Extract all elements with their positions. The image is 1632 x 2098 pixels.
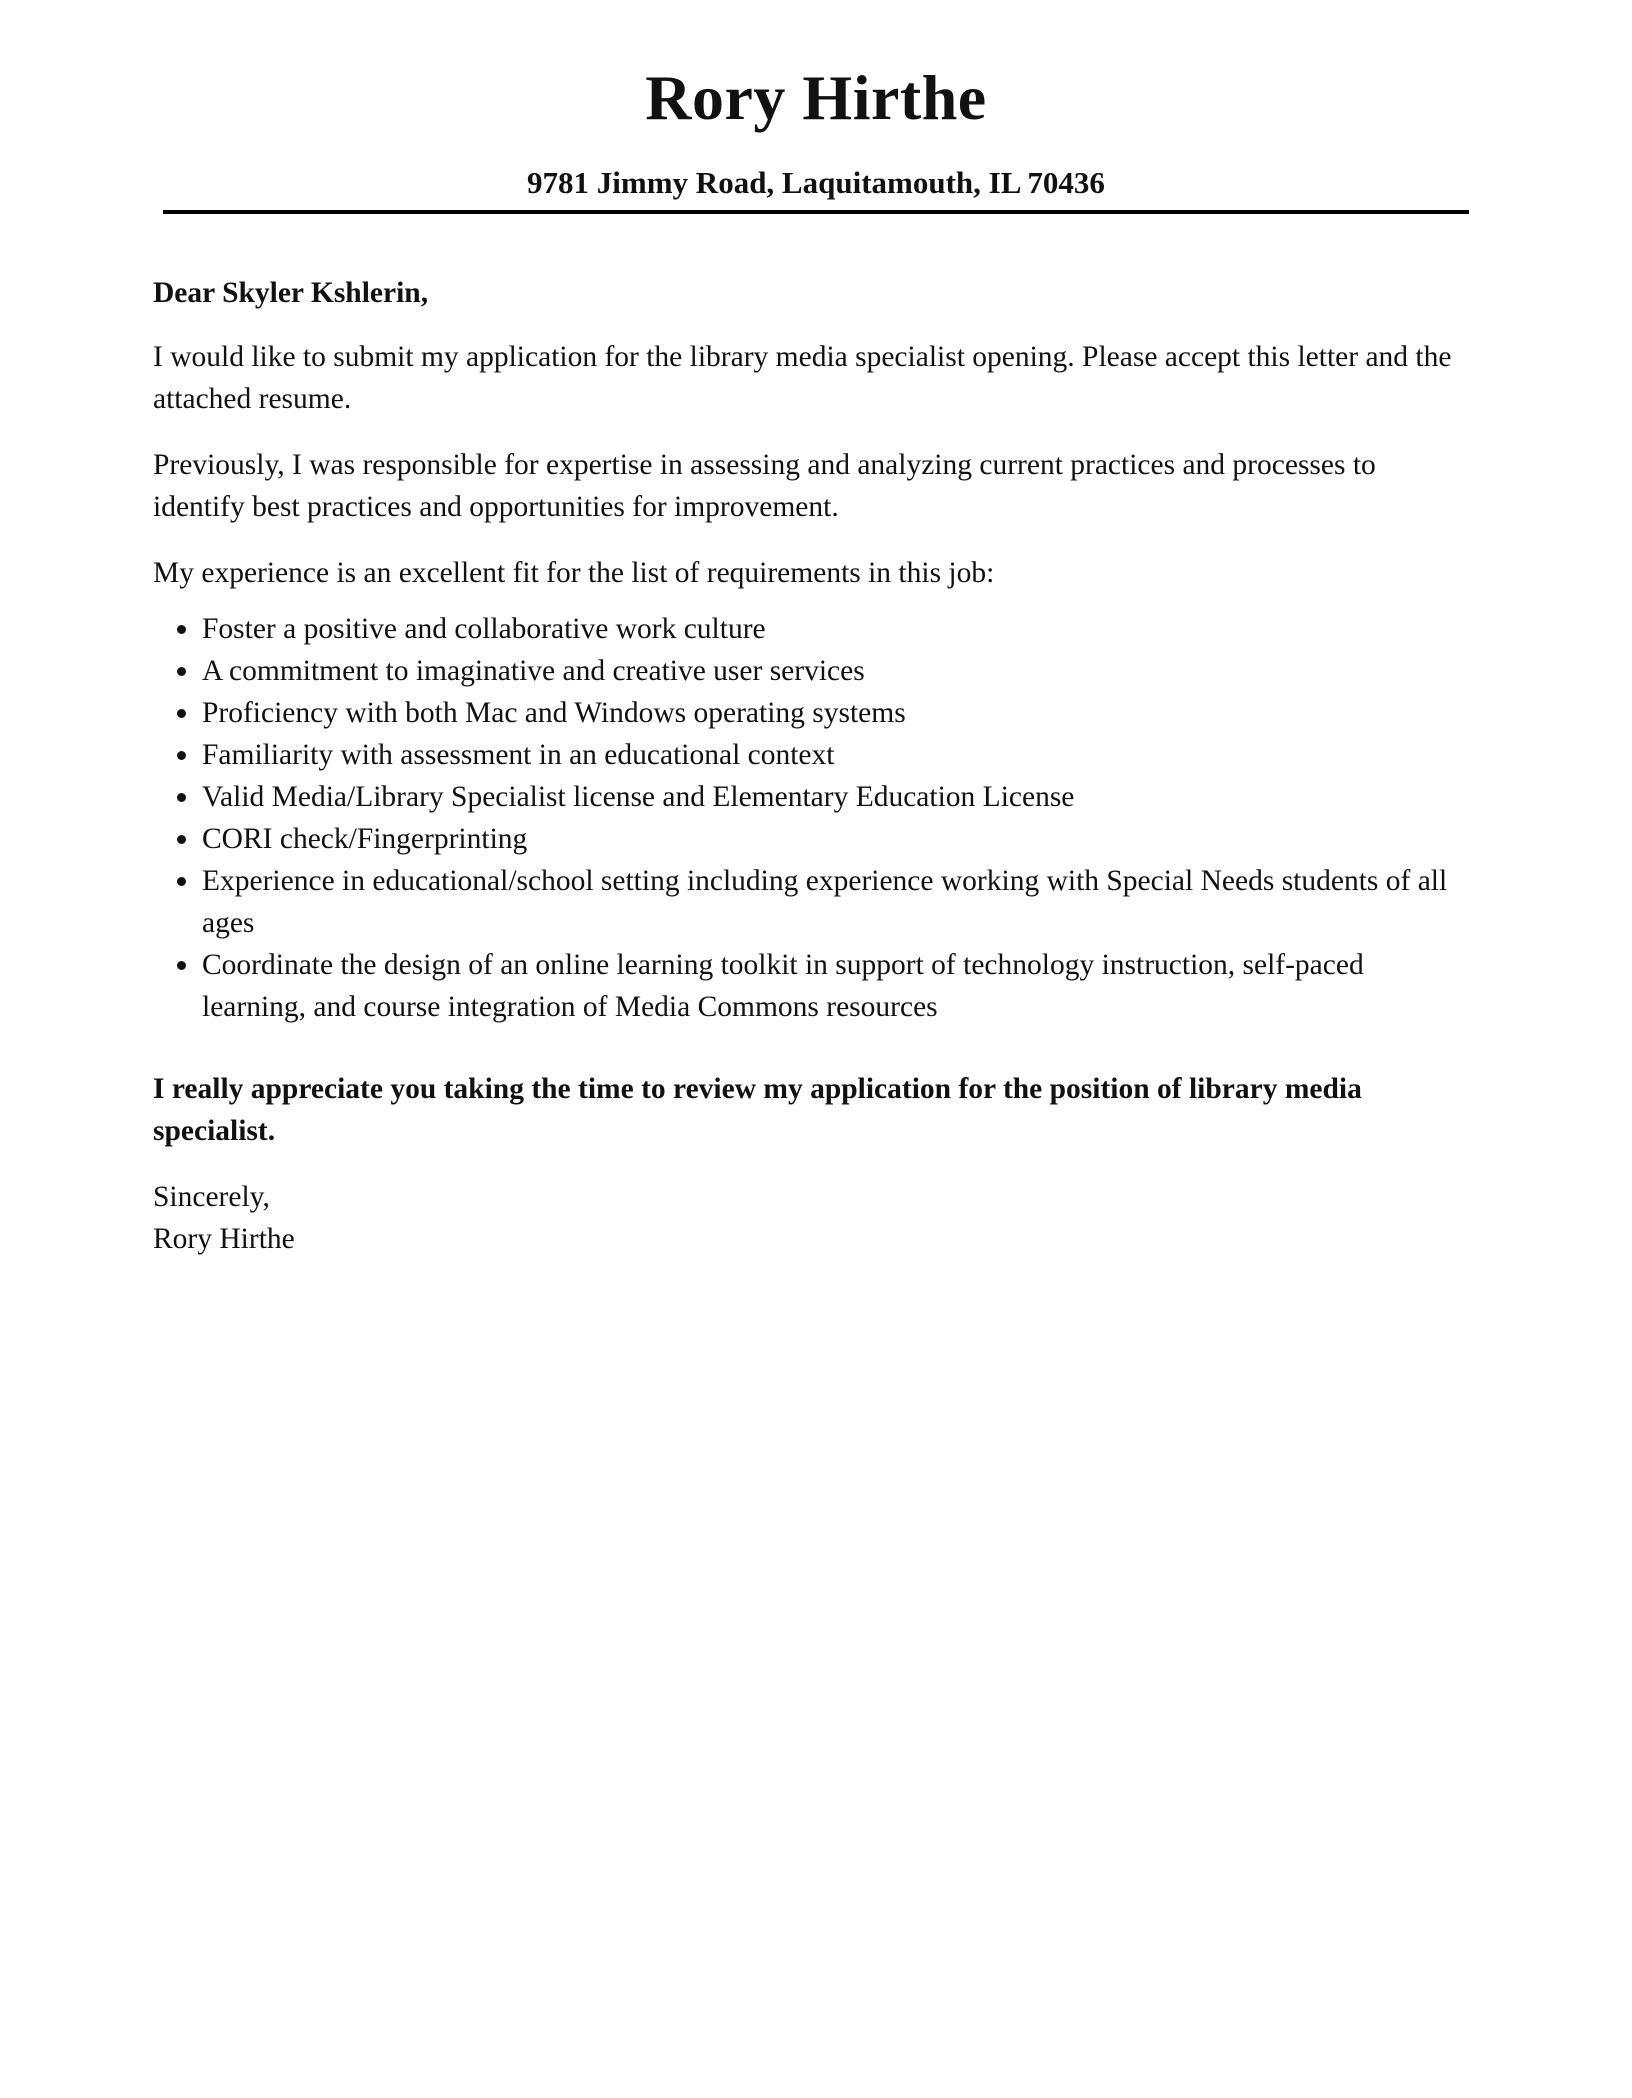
list-item <box>153 734 1473 776</box>
bullet-icon <box>177 877 186 886</box>
applicant-address: 9781 Jimmy Road, Laquitamouth, IL 70436 <box>527 165 1105 200</box>
list-item <box>153 860 1473 944</box>
signature-name: Rory Hirthe <box>153 1223 295 1255</box>
list-item <box>153 608 1473 650</box>
closing-statement: I really appreciate you taking the time to review my application for the position of library media specialist. <box>153 1073 1362 1147</box>
bullet-icon <box>177 793 186 802</box>
list-item-text: A commitment to imaginative and creative user services <box>202 655 865 687</box>
intro-paragraph: I would like to submit my application for the library media specialist opening. Please accept this letter and the attached resume. <box>153 341 1452 415</box>
bullet-icon <box>177 835 186 844</box>
list-item <box>153 944 1473 1028</box>
list-item-text: Proficiency with both Mac and Windows operating systems <box>202 697 906 729</box>
letter-body <box>153 272 1473 1260</box>
bullet-icon <box>177 667 186 676</box>
list-item <box>153 692 1473 734</box>
bullet-icon <box>177 961 186 970</box>
header-divider <box>163 210 1469 214</box>
bullet-icon <box>177 709 186 718</box>
list-item <box>153 818 1473 860</box>
experience-paragraph: Previously, I was responsible for expertise in assessing and analyzing current practices and processes to identify best practices and opportunities for improvement. <box>153 449 1376 523</box>
applicant-name: Rory Hirthe <box>645 62 987 133</box>
letter-header <box>0 58 1632 138</box>
list-item-text: Coordinate the design of an online learning toolkit in support of technology instruction, self-paced learning, and course integration of Media Commons resources <box>202 949 1364 1023</box>
bullet-icon <box>177 625 186 634</box>
list-item-text: Valid Media/Library Specialist license and Elementary Education License <box>202 781 1075 813</box>
list-item-text: CORI check/Fingerprinting <box>202 823 528 855</box>
signoff: Sincerely, <box>153 1181 270 1213</box>
bullet-icon <box>177 751 186 760</box>
list-item-text: Familiarity with assessment in an educational context <box>202 739 835 771</box>
list-item <box>153 650 1473 692</box>
list-item <box>153 776 1473 818</box>
requirements-intro: My experience is an excellent fit for the list of requirements in this job: <box>153 557 995 589</box>
requirements-list <box>153 608 1473 1028</box>
list-item-text: Experience in educational/school setting including experience working with Special Needs students of all ages <box>202 865 1448 939</box>
list-item-text: Foster a positive and collaborative work culture <box>202 613 766 645</box>
salutation: Dear Skyler Kshlerin, <box>153 277 429 309</box>
